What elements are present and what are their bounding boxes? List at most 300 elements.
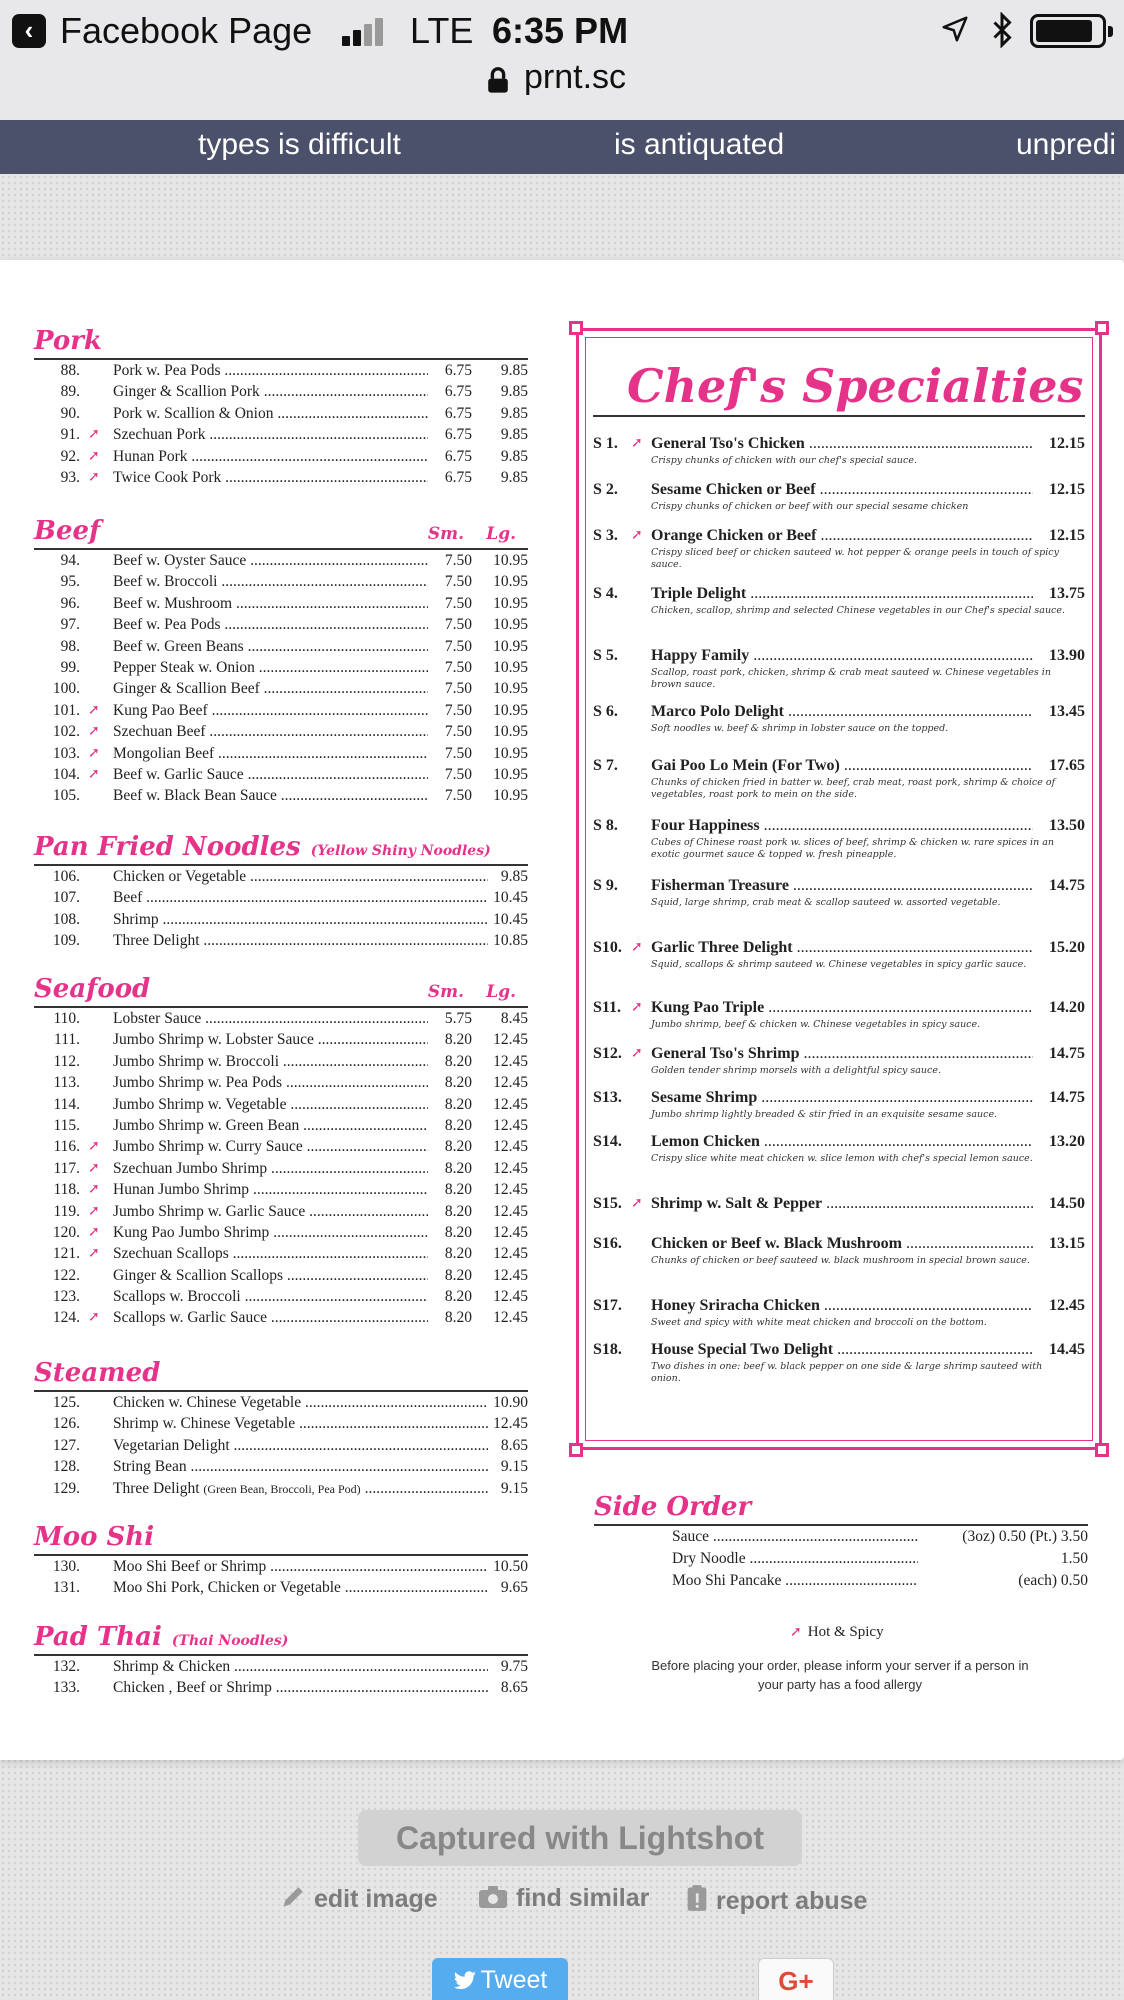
menu-item-row [34,1458,528,1479]
item-name: Jumbo Shrimp w. Broccoli ..... [113,1053,428,1071]
large-price: 10.95 [476,723,528,741]
google-plus-button[interactable]: G+ [758,1958,834,2000]
item-name-text: Shrimp & Chicken [113,1658,231,1675]
item-name-text: Chicken or Vegetable [113,868,247,885]
item-name: Ginger & Scallion Pork ..... [113,383,428,401]
menu-item-row [34,1309,528,1330]
item-number: 102. [52,723,80,741]
item-name: Jumbo Shrimp w. Pea Pods ..... [113,1074,428,1092]
large-price: 9.85 [476,426,528,444]
chili-pepper-icon: ➚ [88,1224,100,1240]
item-number: 116. [53,1138,80,1156]
item-number: 120. [52,1223,80,1241]
chili-pepper-icon: ➚ [88,1310,100,1326]
specialty-description: Crispy sliced beef or chicken sauteed w. hot pepper & orange peels in touch of spicy sauce. [651,547,1059,570]
large-price: 10.95 [476,552,528,570]
specialty-number: S11. [593,999,622,1016]
menu-section-moo-shi [34,1522,528,1601]
item-number: 91. [60,426,80,444]
menu-item-row [34,426,528,447]
lock-icon [486,66,510,94]
menu-item-row [34,1203,528,1224]
specialty-number: S 8. [593,817,618,834]
specialty-number: S 4. [593,585,618,602]
item-list [34,866,528,954]
item-name: Hunan Pork ..... [113,448,428,466]
small-price: 8.20 [428,1181,472,1199]
item-name [113,1480,488,1498]
menu-item-row [594,1550,1088,1572]
section-header [34,974,528,1008]
small-price: 8.20 [428,1288,472,1306]
specialty-price: 12.15 [1033,527,1085,545]
small-price: 7.50 [428,723,472,741]
item-number: 110. [53,1010,80,1027]
item-number: 92. [60,447,80,465]
menu-item-row [34,362,528,383]
small-price: 8.20 [428,1031,472,1049]
item-name [113,1579,488,1597]
battery-icon [1030,14,1106,48]
item-number: 108. [52,910,80,928]
menu-section-beef [34,516,528,809]
specialty-price: 14.75 [1033,1089,1085,1107]
menu-item-row [34,702,528,723]
item-name: Sauce ..... [672,1528,918,1546]
menu-item-row [34,595,528,616]
item-number: 105. [52,787,80,805]
menu-section-side-order [594,1490,1088,1594]
menu-item-row [34,616,528,637]
specialty-name: Happy Family ..... [651,647,1033,665]
specialty-price: 12.15 [1033,435,1085,453]
item-number: 104. [52,765,80,783]
item-list [34,1008,528,1331]
chili-pepper-icon: ➚ [631,1196,643,1211]
specialty-name: Honey Sriracha Chicken ..... [651,1297,1033,1315]
item-name: Jumbo Shrimp w. Garlic Sauce ..... [113,1203,428,1221]
small-price: 7.50 [428,573,472,591]
small-price: 6.75 [428,405,472,423]
section-header [34,1522,528,1556]
menu-section-pan-fried-noodles [34,832,528,954]
section-title: Beef [34,516,101,546]
section-title: Steamed [34,1358,161,1388]
ad-banner[interactable] [0,120,1124,174]
menu-item-row [34,1679,528,1700]
large-price: 10.95 [476,638,528,656]
small-price: 8.20 [428,1117,472,1135]
section-header [594,1490,1088,1526]
item-number: 99. [60,658,80,676]
small-column-label: Sm. [427,524,464,544]
item-name: Jumbo Shrimp w. Vegetable ..... [113,1096,428,1114]
specialty-name: Fisherman Treasure ..... [651,877,1033,895]
item-price: 9.85 [488,868,528,886]
section-header [34,326,528,360]
network-type: LTE [410,10,474,51]
item-list [34,550,528,809]
specialty-number: S 7. [593,757,618,774]
item-number: 119. [53,1202,80,1220]
menu-item-row [34,1053,528,1074]
specialty-name: General Tso's Chicken ..... [651,435,1033,453]
large-price: 10.95 [476,573,528,591]
menu-section-pad-thai [34,1622,528,1701]
specialty-number: S14. [593,1133,622,1150]
chili-pepper-icon: ➚ [88,469,100,485]
edit-image-link[interactable] [280,1884,438,1914]
specialty-number: S16. [593,1235,622,1252]
item-name: Ginger & Scallion Scallops ..... [113,1267,428,1285]
item-number: 121. [52,1245,80,1263]
chili-pepper-icon: ➚ [631,940,643,955]
item-name: Scallops w. Garlic Sauce ..... [113,1309,428,1327]
item-name: Szechuan Scallops ..... [113,1245,428,1263]
tweet-button[interactable] [432,1958,568,2000]
item-number: 118. [53,1181,80,1199]
specialty-description: Soft noodles w. beef & shrimp in lobster sauce on the topped. [651,723,949,734]
specialty-name: Marco Polo Delight ..... [651,703,1033,721]
chili-pepper-icon: ➚ [631,1000,643,1015]
find-similar-label: find similar [516,1884,650,1912]
menu-item-row [34,1096,528,1117]
item-name: Beef w. Broccoli ..... [113,573,428,591]
legend-label: Hot & Spicy [807,1624,884,1640]
back-to-app-label[interactable]: Facebook Page [60,10,313,51]
find-similar-link[interactable] [478,1884,649,1913]
small-price: 7.50 [428,787,472,805]
item-price: 8.65 [488,1437,528,1455]
item-number: 117. [53,1159,80,1177]
menu-item-row [34,932,528,953]
small-price: 6.75 [428,383,472,401]
section-header [34,1622,528,1656]
section-subtitle: (Yellow Shiny Noodles) [310,843,491,859]
item-number: 127. [52,1436,80,1454]
large-price: 12.45 [476,1267,528,1285]
back-arrow-icon[interactable]: ‹ [12,14,46,48]
item-name: Kung Pao Jumbo Shrimp ..... [113,1224,428,1242]
specialty-description: Jumbo shrimp lightly breaded & stir fried in an exquisite sesame sauce. [651,1109,998,1120]
item-name [113,932,488,950]
item-price: 9.15 [488,1458,528,1476]
menu-item-row [34,1031,528,1052]
menu-item-row [34,1558,528,1579]
small-price: 6.75 [428,469,472,487]
item-price: 9.15 [488,1480,528,1498]
specialty-name: House Special Two Delight ..... [651,1341,1033,1359]
large-column-label: Lg. [486,982,516,1002]
item-name: Beef w. Pea Pods ..... [113,616,428,634]
item-number: 114. [53,1095,80,1113]
small-price: 8.20 [428,1138,472,1156]
item-name: Szechuan Pork ..... [113,426,428,444]
specialty-number: S 3. [593,527,618,544]
corner-ornament-icon [1095,1443,1109,1457]
large-price: 12.45 [476,1138,528,1156]
specialty-description: Chunks of chicken or beef sauteed w. black mushroom in special brown sauce. [651,1255,1030,1266]
specialty-number: S12. [593,1045,622,1062]
specialty-number: S17. [593,1297,622,1314]
item-name: Pork w. Pea Pods ..... [113,362,428,380]
small-price: 7.50 [428,638,472,656]
location-arrow-icon [940,14,970,44]
specialty-price: 13.50 [1033,817,1085,835]
specialty-number: S18. [593,1341,622,1358]
item-name: Szechuan Beef ..... [113,723,428,741]
item-price: 9.75 [488,1658,528,1676]
item-number: 94. [60,552,80,569]
allergy-note: Before placing your order, please inform your server if a person in your party has a food allergy [651,1658,1029,1692]
section-header [34,1358,528,1392]
item-number: 131. [52,1579,80,1597]
item-number: 101. [52,701,80,719]
small-price: 7.50 [428,659,472,677]
status-bar [0,0,1124,120]
edit-image-label: edit image [314,1885,438,1913]
specialty-number: S 5. [593,647,618,664]
specialty-number: S13. [593,1089,622,1106]
item-list [34,1392,528,1501]
menu-item-row [34,1394,528,1415]
chili-pepper-icon: ➚ [88,448,100,464]
small-price: 8.20 [428,1309,472,1327]
menu-section-pork [34,326,528,490]
item-number: 100. [52,680,80,698]
menu-item-row [34,1480,528,1501]
item-price: (3oz) 0.50 (Pt.) 3.50 [918,1528,1088,1546]
item-number: 103. [52,744,80,762]
specialty-number: S 6. [593,703,618,720]
specialty-description: Chicken, scallop, shrimp and selected Chinese vegetables in our Chef's special sauce. [651,605,1066,616]
item-number: 90. [60,404,80,422]
menu-item-row [34,1579,528,1600]
large-column-label: Lg. [486,524,516,544]
section-title [34,832,491,862]
item-number: 130. [52,1558,80,1575]
large-price: 12.45 [476,1031,528,1049]
item-name: Beef w. Oyster Sauce ..... [113,552,428,570]
specialty-price: 14.50 [1033,1195,1085,1213]
item-name: Beef w. Black Bean Sauce ..... [113,787,428,805]
item-number: 122. [52,1266,80,1284]
item-name [113,1658,488,1676]
specialty-description: Sweet and spicy with white meat chicken and broccoli on the bottom. [651,1317,987,1328]
item-name: Szechuan Jumbo Shrimp ..... [113,1160,428,1178]
menu-item-row [34,868,528,889]
menu-item-row [34,573,528,594]
menu-item-row [34,1010,528,1031]
large-price: 9.85 [476,469,528,487]
item-number: 98. [60,637,80,655]
clipboard-warning-icon [686,1884,708,1912]
small-price: 7.50 [428,595,472,613]
large-price: 12.45 [476,1096,528,1114]
section-title [34,1622,288,1652]
item-number: 107. [52,889,80,907]
menu-section-steamed [34,1358,528,1501]
item-number: 95. [60,573,80,591]
signal-icon [342,18,386,46]
item-number: 111. [54,1031,80,1049]
item-name [113,1437,488,1455]
item-number: 129. [52,1479,80,1497]
chili-pepper-icon: ➚ [88,427,100,443]
item-name [113,1394,488,1412]
url-text[interactable]: prnt.sc [524,58,627,96]
specialty-price: 12.45 [1033,1297,1085,1315]
item-number: 93. [60,468,80,486]
chili-pepper-icon: ➚ [88,1182,100,1198]
specialty-price: 14.75 [1033,1045,1085,1063]
small-price: 5.75 [428,1010,472,1028]
section-title-text: Pan Fried Noodles [34,832,301,862]
captured-with-lightshot-button[interactable]: Captured with Lightshot [358,1810,802,1866]
report-abuse-link[interactable] [686,1884,867,1916]
specialty-description: Squid, scallops & shrimp sauteed w. Chinese vegetables in spicy garlic sauce. [651,959,1027,970]
menu-item-row [34,638,528,659]
item-number: 133. [52,1679,80,1697]
menu-item-row [34,659,528,680]
item-name [113,911,488,929]
menu-item-row [594,1528,1088,1550]
bluetooth-icon [990,12,1014,48]
report-abuse-label: report abuse [716,1887,868,1915]
banner-text: is antiquated [614,128,785,161]
menu-item-row [34,1181,528,1202]
item-name: Beef w. Green Beans ..... [113,638,428,656]
item-name-text: Moo Shi Beef or Shrimp [113,1558,267,1575]
menu-item-row [34,1437,528,1458]
specialty-price: 13.75 [1033,585,1085,603]
specialty-name: Sesame Shrimp ..... [651,1089,1033,1107]
chefs-specialties-title: Chef's Specialties [627,359,1084,413]
item-name: Pork w. Scallion & Onion ..... [113,405,428,423]
specialty-name: Garlic Three Delight ..... [651,939,1033,957]
specialty-name: Shrimp w. Salt & Pepper ..... [651,1195,1033,1213]
specialty-name: Sesame Chicken or Beef ..... [651,481,1033,499]
specialty-number: S 2. [593,481,618,498]
large-price: 12.45 [476,1074,528,1092]
item-price: 10.50 [488,1558,528,1576]
menu-item-row [34,745,528,766]
chili-pepper-icon: ➚ [88,745,100,761]
large-price: 9.85 [476,362,528,380]
menu-item-row [34,911,528,932]
specialty-price: 15.20 [1033,939,1085,957]
item-name-text: Shrimp [113,910,159,928]
specialty-price: 13.20 [1033,1133,1085,1151]
small-price: 7.50 [428,616,472,634]
item-name-text: Chicken w. Chinese Vegetable [113,1394,302,1411]
menu-item-row [34,1138,528,1159]
small-price: 6.75 [428,448,472,466]
banner-text: types is difficult [198,128,401,161]
corner-ornament-icon [1095,321,1109,335]
menu-item-row [34,1415,528,1436]
small-column-label: Sm. [427,982,464,1002]
large-price: 12.45 [476,1245,528,1263]
item-number: 113. [53,1074,80,1092]
twitter-bird-icon [453,1971,477,1991]
menu-item-row [34,1267,528,1288]
chili-pepper-icon: ➚ [631,528,643,543]
large-price: 10.95 [476,702,528,720]
section-title: Moo Shi [34,1522,155,1552]
item-list [594,1526,1088,1594]
item-number: 88. [60,362,80,379]
item-number: 106. [52,868,80,885]
item-name [113,889,488,907]
specialty-description: Crispy chunks of chicken or beef with our special sesame chicken [651,501,969,512]
item-name: Hunan Jumbo Shrimp ..... [113,1181,428,1199]
item-price: 10.45 [488,889,528,907]
small-price: 8.20 [428,1096,472,1114]
item-number: 126. [52,1415,80,1433]
corner-ornament-icon [569,321,583,335]
small-price: 8.20 [428,1267,472,1285]
large-price: 12.45 [476,1309,528,1327]
item-name: Ginger & Scallion Beef ..... [113,680,428,698]
item-name: Mongolian Beef ..... [113,745,428,763]
specialty-price: 12.15 [1033,481,1085,499]
specialty-description: Chunks of chicken fried in batter w. beef, crab meat, roast pork, shrimp & choice of vegetables, roast pork to mein on the side. [651,777,1056,800]
large-price: 12.45 [476,1053,528,1071]
item-price: 9.65 [488,1579,528,1597]
item-name-text: Three Delight [113,932,200,950]
menu-item-row [34,469,528,490]
item-name: Dry Noodle ..... [672,1550,918,1568]
item-number: 96. [60,594,80,612]
small-price: 8.20 [428,1053,472,1071]
large-price: 10.95 [476,680,528,698]
menu-item-row [34,552,528,573]
specialty-name: Chicken or Beef w. Black Mushroom ..... [651,1235,1033,1253]
specialty-number: S15. [593,1195,622,1212]
specialty-description: Crispy slice white meat chicken w. slice lemon with chef's special lemon sauce. [651,1153,1033,1164]
large-price: 10.95 [476,787,528,805]
chili-pepper-icon: ➚ [631,1046,643,1061]
small-price: 6.75 [428,426,472,444]
menu-item-row [34,723,528,744]
specialty-number: S 1. [593,435,618,452]
item-name: Moo Shi Pancake ..... [672,1572,918,1590]
section-title: Seafood [34,974,151,1004]
item-name: Lobster Sauce ..... [113,1010,428,1028]
item-name [113,1558,488,1576]
item-list [34,1556,528,1601]
item-price: 1.50 [918,1550,1088,1568]
small-price: 8.20 [428,1245,472,1263]
large-price: 10.95 [476,659,528,677]
item-number: 89. [60,383,80,401]
item-price: 10.90 [488,1394,528,1412]
large-price: 10.95 [476,616,528,634]
specialty-description: Two dishes in one: beef w. black pepper on one side & large shrimp sauteed with onion. [651,1361,1043,1384]
large-price: 12.45 [476,1203,528,1221]
specialty-description: Squid, large shrimp, crab meat & scallop sauteed w. assorted vegetable. [651,897,1001,908]
specialty-price: 14.45 [1033,1341,1085,1359]
section-subtitle: (Thai Noodles) [171,1633,289,1649]
section-title-text: Pad Thai [34,1622,162,1652]
menu-item-row [594,1572,1088,1594]
item-name [113,1458,488,1476]
specialty-price: 14.75 [1033,877,1085,895]
item-name-text: Vegetarian Delight [113,1436,230,1454]
large-price: 12.45 [476,1117,528,1135]
small-price: 8.20 [428,1160,472,1178]
